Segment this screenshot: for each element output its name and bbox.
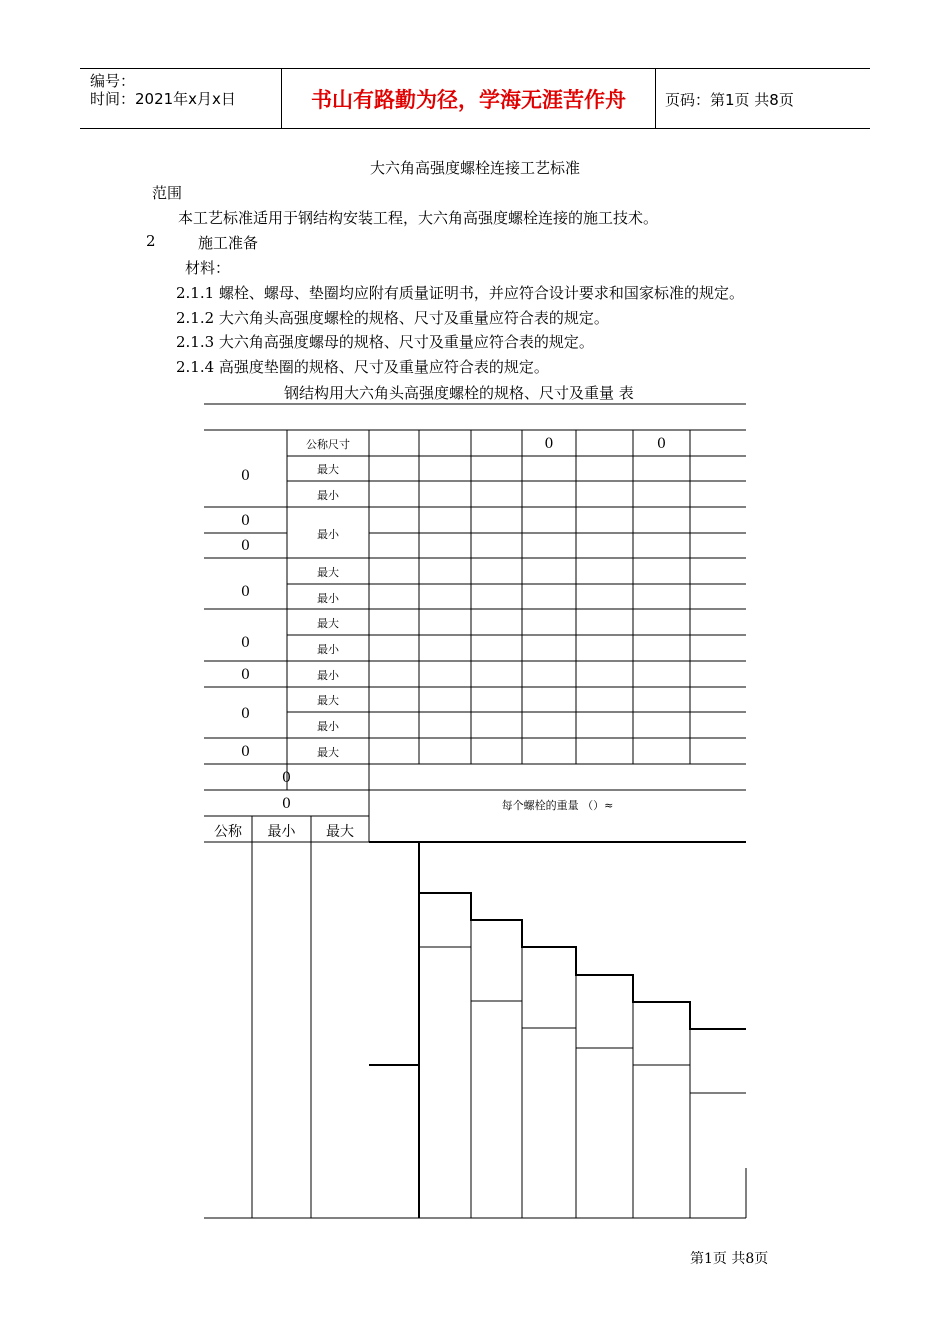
row-label-min-2: 最小: [317, 528, 339, 541]
row-label-min-5: 最小: [317, 669, 339, 682]
row-group-5-label: 0: [241, 667, 250, 683]
col-header-nominal: 公称: [214, 824, 242, 840]
row-group-2b-label: 0: [241, 538, 250, 554]
row-label-max-7: 最大: [317, 746, 339, 759]
row-group-3-label: 0: [241, 584, 250, 600]
footer-page-number: 第1页 共8页: [690, 1251, 769, 1267]
row-group-6-label: 0: [241, 706, 250, 722]
header-motto: 书山有路勤为径，学海无涯苦作舟: [311, 88, 626, 112]
col-header-min: 最小: [267, 824, 296, 840]
section-2-heading: 施工准备: [198, 234, 259, 252]
nominal-value-col-4: 0: [544, 436, 554, 452]
row-span-label-2: 0: [282, 796, 291, 812]
row-group-4-label: 0: [241, 635, 250, 651]
row-label-min-1: 最小: [317, 489, 339, 502]
bolt-weight-header: 每个螺栓的重量 （）≈: [501, 799, 614, 812]
nominal-value-col-6: 0: [657, 436, 666, 452]
row-span-label-1: 0: [282, 770, 291, 786]
materials-label: 材料：: [185, 259, 231, 277]
section-2-number: 2: [146, 232, 156, 250]
row-label-min-3: 最小: [317, 592, 339, 605]
doc-number-label: 编号：: [90, 72, 136, 90]
document-title: 大六角高强度螺栓连接工艺标准: [369, 159, 580, 177]
row-label-max-1: 最大: [317, 463, 339, 476]
item-2-1-2: 2.1.2 大六角头高强度螺栓的规格、尺寸及重量应符合表的规定。: [176, 309, 609, 327]
section-1-heading: 范围: [152, 184, 183, 202]
nominal-size-label: 公称尺寸: [306, 438, 350, 451]
row-label-max-3: 最大: [317, 566, 339, 579]
item-2-1-4: 2.1.4 高强度垫圈的规格、尺寸及重量应符合表的规定。: [176, 358, 549, 376]
row-label-min-4: 最小: [317, 643, 339, 656]
header-page-info: 页码：第1页 共8页: [665, 91, 794, 109]
row-group-1-label: 0: [241, 468, 250, 484]
doc-time-label: 时间：2021年x月x日: [90, 90, 236, 108]
row-label-max-6: 最大: [317, 694, 339, 707]
table-caption: 钢结构用大六角头高强度螺栓的规格、尺寸及重量 表: [284, 384, 634, 402]
item-2-1-3: 2.1.3 大六角高强度螺母的规格、尺寸及重量应符合表的规定。: [176, 333, 594, 351]
col-header-max: 最大: [326, 824, 354, 840]
row-label-max-4: 最大: [317, 617, 339, 630]
item-2-1-1: 2.1.1 螺栓、螺母、垫圈均应附有质量证明书，并应符合设计要求和国家标准的规定。: [176, 284, 744, 302]
row-label-min-6: 最小: [317, 720, 339, 733]
row-group-7-label: 0: [241, 744, 250, 760]
row-group-2a-label: 0: [241, 513, 250, 529]
section-1-body: 本工艺标准适用于钢结构安装工程，大六角高强度螺栓连接的施工技术。: [178, 209, 659, 227]
